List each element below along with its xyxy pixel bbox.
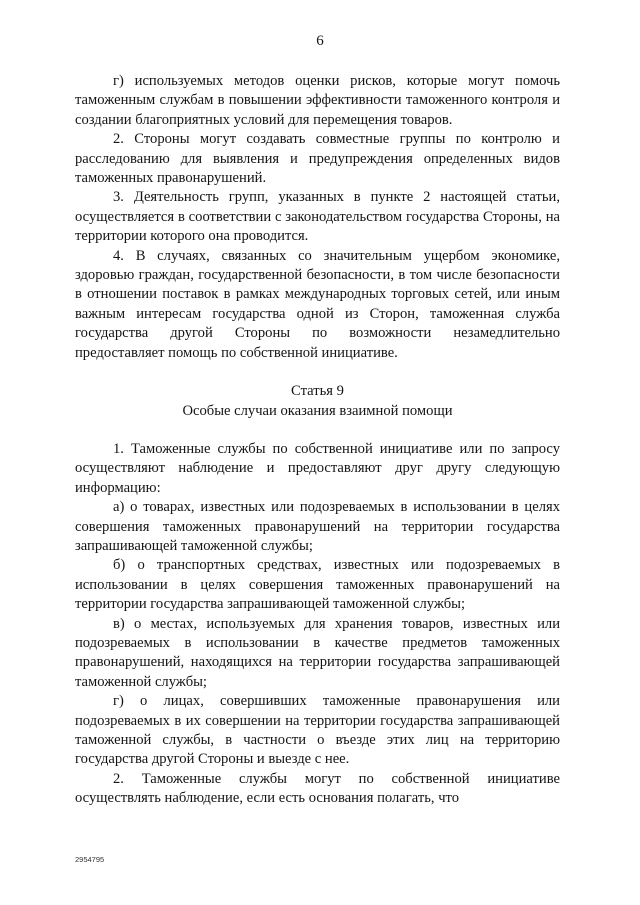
paragraph-3-group-activities: 3. Деятельность групп, указанных в пункте 2 настоящей статьи, осуществляется в соответствии с законодательством государства Стороны, на территории которого она проводится. [75, 189, 560, 245]
article-9-item-b-vehicles: б) о транспортных средствах, известных или подозреваемых в использовании в целях совершения таможенных правонарушений на территории государства запрашивающей таможенной службы; [75, 557, 560, 613]
article-9-item-v-storage-places: в) о местах, используемых для хранения товаров, известных или подозреваемых в использовании в качестве предметов таможенных правонарушений, находящихся на территории государства запрашивающей таможенной службы; [75, 615, 560, 690]
article-9-paragraph-2: 2. Таможенные службы могут по собственной инициативе осуществлять наблюдение, если есть основания полагать, что [75, 770, 560, 807]
article-heading [75, 382, 560, 421]
paragraph-item-g-risk-methods: г) используемых методов оценки рисков, которые могут помочь таможенным службам в повышении эффективности таможенного контроля и создании благоприятных условий для перемещения товаров. [75, 73, 560, 128]
article-number: Статья 9 [291, 383, 344, 400]
document-body [75, 72, 560, 809]
article-9-paragraph-1: 1. Таможенные службы по собственной инициативе или по запросу осуществляют наблюдение и предоставляют друг другу следующую информацию: [75, 440, 560, 496]
heading-spacer [75, 421, 560, 440]
page-number: 6 [316, 33, 324, 49]
document-code: 2954795 [75, 855, 105, 864]
article-9-item-g-persons: г) о лицах, совершивших таможенные правонарушения или подозреваемых в их совершении на территории государства запрашивающей таможенной службы, в частности о въезде этих лиц на территорию государства другой Стороны и выезде с нее. [75, 693, 560, 768]
paragraph-4-own-initiative-assistance: 4. В случаях, связанных со значительным ущербом экономике, здоровью граждан, государственной безопасности, в том числе безопасности в отношении поставок в рамках международных торговых сетей, или иным важным интересам государства одной из Сторон, таможенная служба государства другой Стороны по возможности незамедлительно предоставляет помощь по собственной инициативе. [75, 247, 560, 361]
paragraph-2-joint-groups: 2. Стороны могут создавать совместные группы по контролю и расследованию для выявления и предупреждения определенных видов таможенных правонарушений. [75, 131, 560, 187]
article-title: Особые случаи оказания взаимной помощи [182, 402, 453, 419]
article-9-item-a-goods: а) о товарах, известных или подозреваемых в использовании в целях совершения таможенных правонарушений на территории государства запрашивающей таможенной службы; [75, 499, 560, 554]
